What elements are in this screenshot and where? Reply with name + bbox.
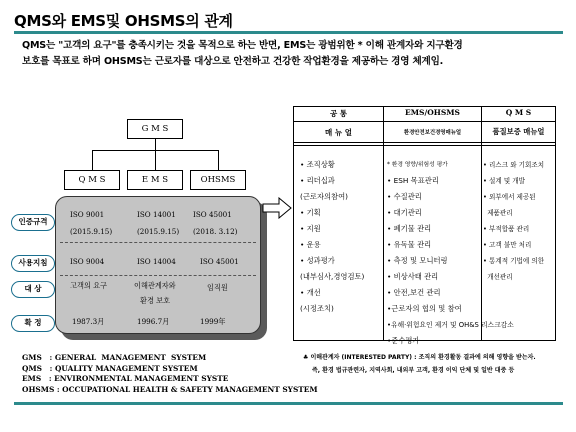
bottom-bar — [14, 402, 563, 405]
subheader-ems: 환경안전보건경영매뉴얼 — [403, 130, 462, 136]
list-item: • 측정 및 모니터링 — [387, 256, 448, 265]
header-ems: EMS/OHSMS — [405, 108, 460, 117]
list-item: • 대기관리 — [387, 208, 422, 217]
list-item: •준수평가 — [387, 336, 420, 345]
list-item: • 부적합품 관리 — [483, 225, 530, 233]
abbrev-qms: QMS : QUALITY MANAGEMENT SYSTEM — [22, 363, 198, 373]
row-label-guide: 사용지침 — [11, 255, 55, 272]
list-item: • 개선 — [300, 288, 321, 297]
qms-column — [483, 157, 544, 285]
list-item: (시정조치) — [300, 304, 334, 313]
list-item: • 운용 — [300, 240, 321, 249]
header-common: 공 통 — [329, 109, 348, 118]
header-divider — [294, 145, 555, 146]
confirmed-ohsms: 1999年 — [200, 317, 226, 326]
list-item: •유해·위험요인 제거 및 OH&S 리스크감소 — [387, 321, 514, 329]
list-item: • 안전,보건 관리 — [387, 288, 441, 297]
list-item: • 비상사태 관리 — [387, 272, 439, 281]
row-label-cert: 인증규격 — [11, 214, 55, 231]
cert-ohsms: ISO 45001 — [193, 210, 232, 219]
list-item: (근로자의참여) — [300, 192, 348, 201]
connector — [155, 150, 156, 170]
list-item: * 환경 영향/위험성 평가 — [387, 162, 448, 168]
title-underline — [14, 31, 563, 34]
list-item: • 기획 — [300, 208, 321, 217]
connector — [155, 139, 156, 150]
stakeholder-note-1: ♣ 이해관계자 (INTERESTED PARTY) : 조직의 환경활동 결과에 의해 영향을 받는자. — [303, 354, 536, 361]
row-divider — [60, 242, 256, 243]
list-item: • 유독물 관리 — [387, 240, 432, 249]
header-divider — [294, 121, 555, 122]
list-item: 개선관리 — [483, 273, 513, 281]
subheader-common: 매 뉴 얼 — [325, 128, 352, 137]
subheader-qms: 품질보증 매뉴얼 — [492, 127, 545, 136]
list-item: • 설계 및 개발 — [483, 177, 526, 185]
target-ohsms: 임직원 — [207, 283, 228, 292]
page-title: QMS와 EMS및 OHSMS의 관계 — [14, 12, 233, 30]
gms-box: G M S — [127, 119, 183, 139]
arrow-right-icon — [262, 197, 292, 219]
list-item: • ESH 목표관리 — [387, 176, 439, 185]
header-qms: Q M S — [505, 108, 532, 117]
qms-box: Q M S — [64, 170, 120, 190]
connector — [218, 150, 219, 170]
list-item: • 폐기물 관리 — [387, 224, 432, 233]
list-item: (내부심사,경영검토) — [300, 272, 365, 281]
abbreviation-list — [22, 353, 318, 395]
header-divider — [294, 142, 555, 143]
row-label-target: 대 상 — [11, 281, 55, 298]
list-item: •근로자의 협의 및 참여 — [387, 304, 462, 313]
cert-ohsms-date: (2018. 3.12) — [193, 227, 238, 236]
guide-ems: ISO 14004 — [137, 257, 176, 266]
list-item: • 통계적 기법에 의한 — [483, 257, 545, 265]
list-item: • 리스크 와 기회조치 — [483, 161, 545, 169]
intro-line-2: 보호를 목표로 하며 OHSMS는 근로자를 대상으로 안전하고 건강한 작업환경을 제공하는 경영 체계임. — [22, 56, 444, 67]
cert-ems: ISO 14001 — [137, 210, 176, 219]
row-divider — [60, 275, 256, 276]
guide-ohsms: ISO 45001 — [200, 257, 239, 266]
cert-qms-date: (2015.9.15) — [70, 227, 113, 236]
connector — [92, 150, 93, 170]
abbrev-gms: GMS : GENERAL MANAGEMENT SYSTEM — [22, 353, 207, 362]
guide-qms: ISO 9004 — [70, 257, 105, 266]
ohsms-box: OHSMS — [190, 170, 246, 190]
common-column — [300, 157, 364, 317]
target-ems-2: 환경 보호 — [140, 296, 171, 305]
list-item: • 외부에서 제공된 — [483, 193, 536, 201]
list-item: • 성과평가 — [300, 256, 335, 265]
abbrev-ohsms: OHSMS : OCCUPATIONAL HEALTH & SAFETY MANAGEMENT SYSTEM — [22, 384, 318, 394]
list-item: • 수질관리 — [387, 192, 422, 201]
target-qms: 고객의 요구 — [70, 281, 108, 290]
abbrev-ems: EMS : ENVIRONMENTAL MANAGEMENT SYSTE — [22, 374, 229, 383]
ems-box: E M S — [127, 170, 183, 190]
manual-table — [293, 106, 556, 345]
target-ems-1: 이해관계자와 — [134, 281, 176, 290]
intro-line-1: QMS는 "고객의 요구"를 충족시키는 것을 목적으로 하는 반면, EMS는 광범위한 * 이해 관계자와 지구환경 — [22, 40, 463, 51]
cert-qms: ISO 9001 — [70, 210, 105, 219]
list-item: • 지원 — [300, 224, 321, 233]
row-label-confirmed: 확 정 — [11, 315, 55, 332]
confirmed-qms: 1987.3月 — [72, 317, 105, 326]
confirmed-ems: 1996.7月 — [137, 317, 170, 326]
stakeholder-note-2: 즉, 환경 법규관련자, 지역사회, 내외부 고객, 환경 이익 단체 및 일반 대중 등 — [312, 367, 515, 374]
list-item: • 조직상황 — [300, 160, 335, 169]
list-item: • 고객 불만 처리 — [483, 241, 532, 249]
list-item: 제품관리 — [483, 209, 513, 217]
list-item: • 리더십과 — [300, 176, 335, 185]
cert-ems-date: (2015.9.15) — [137, 227, 180, 236]
